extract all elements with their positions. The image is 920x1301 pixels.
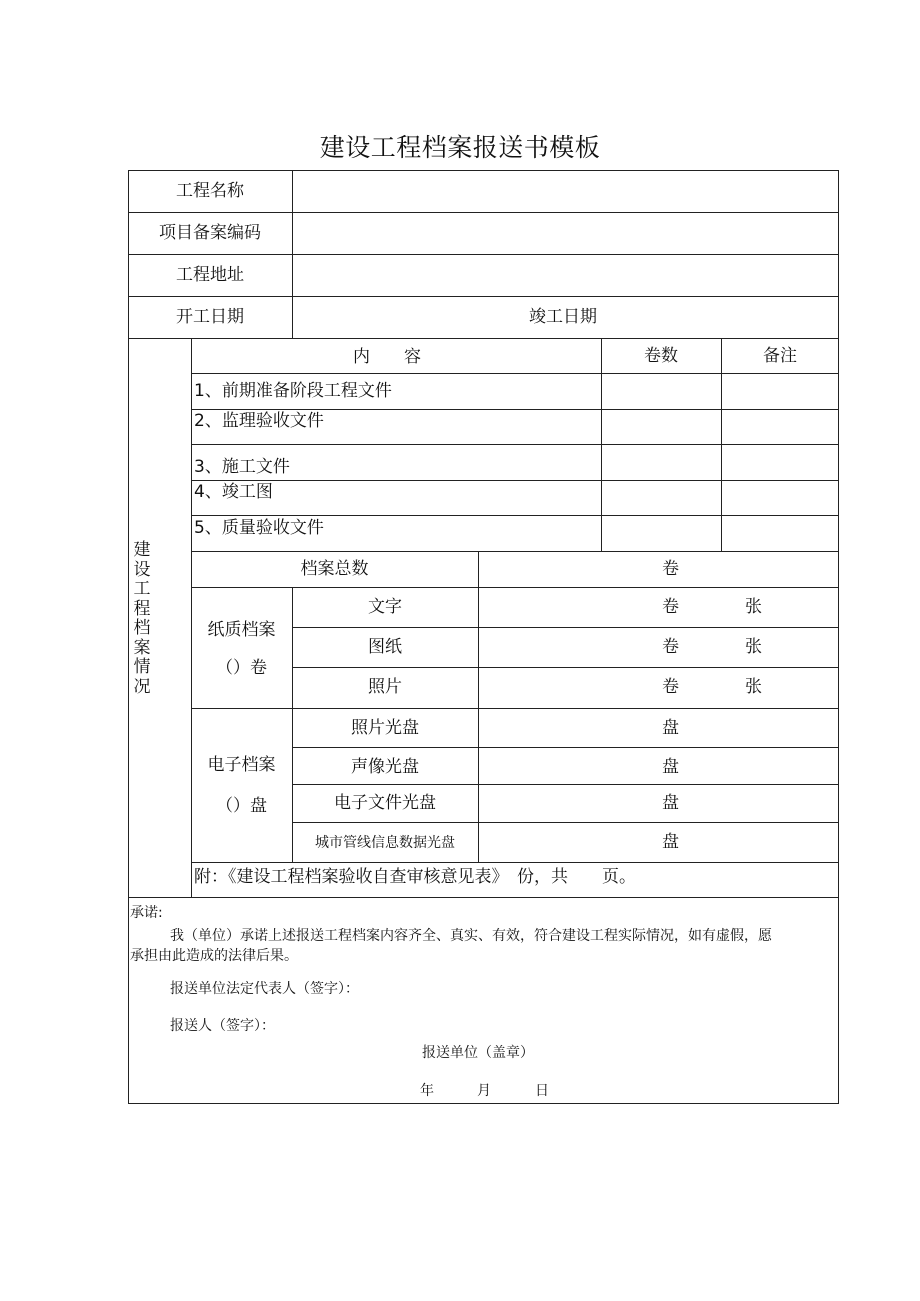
electronic-archive-label: 电子档案 <box>207 755 276 775</box>
list-item: 2、监理验收文件 <box>194 411 324 431</box>
unit-seal: 报送单位（盖章） <box>422 1045 534 1061</box>
electronic-row-name: 照片光盘 <box>351 718 419 738</box>
completion-date-label: 竣工日期 <box>529 307 597 327</box>
list-item: 4、竣工图 <box>194 482 273 502</box>
project-address-label: 工程地址 <box>176 265 244 285</box>
electronic-row-name: 电子文件光盘 <box>334 793 436 813</box>
start-date-label: 开工日期 <box>176 307 244 327</box>
paper-archive-label: 纸质档案 <box>207 620 276 640</box>
paper-row-unit-sheet: 张 <box>745 597 762 617</box>
section-label: 建设工程档案情况 <box>133 540 151 697</box>
electronic-row-unit: 盘 <box>662 832 679 852</box>
promise-body-line2: 承担由此造成的法律后果。 <box>130 948 298 964</box>
date-year: 年 <box>420 1083 434 1099</box>
electronic-row-unit: 盘 <box>662 757 679 777</box>
paper-row-unit-volume: 卷 <box>662 637 679 657</box>
sender-signature: 报送人（签字）： <box>170 1018 275 1034</box>
paper-row-unit-volume: 卷 <box>662 597 679 617</box>
promise-body-line1: 我（单位）承诺上述报送工程档案内容齐全、真实、有效，符合建设工程实际情况，如有虚假，愿 <box>170 928 772 944</box>
archive-total-unit: 卷 <box>662 559 679 579</box>
paper-row-name: 文字 <box>368 597 402 617</box>
paper-row-unit-sheet: 张 <box>745 677 762 697</box>
remarks-header: 备注 <box>763 346 797 366</box>
electronic-row-unit: 盘 <box>662 793 679 813</box>
paper-row-unit-volume: 卷 <box>662 677 679 697</box>
paper-row-name: 图纸 <box>368 637 402 657</box>
electronic-row-name: 城市管线信息数据光盘 <box>315 835 455 851</box>
electronic-row-name: 声像光盘 <box>351 757 419 777</box>
list-item: 3、施工文件 <box>194 457 290 477</box>
promise-heading: 承诺: <box>130 905 163 921</box>
date-day: 日 <box>535 1083 549 1099</box>
list-item: 1、前期准备阶段工程文件 <box>194 381 392 401</box>
list-item: 5、质量验收文件 <box>194 518 324 538</box>
legal-representative-signature: 报送单位法定代表人（签字）： <box>170 981 359 997</box>
attachment-note: 附：《建设工程档案验收自查审核意见表》 份，共 页。 <box>194 867 636 887</box>
date-month: 月 <box>477 1083 491 1099</box>
page-title: 建设工程档案报送书模板 <box>319 133 601 162</box>
filing-code-label: 项目备案编码 <box>159 223 261 243</box>
paper-archive-volumes: （）卷 <box>216 658 267 678</box>
volumes-header: 卷数 <box>644 346 678 366</box>
project-name-label: 工程名称 <box>176 181 244 201</box>
electronic-archive-discs: （）盘 <box>216 796 267 816</box>
paper-row-unit-sheet: 张 <box>745 637 762 657</box>
content-header: 内 容 <box>353 347 421 367</box>
paper-row-name: 照片 <box>368 677 402 697</box>
electronic-row-unit: 盘 <box>662 718 679 738</box>
archive-total-label: 档案总数 <box>300 559 369 579</box>
